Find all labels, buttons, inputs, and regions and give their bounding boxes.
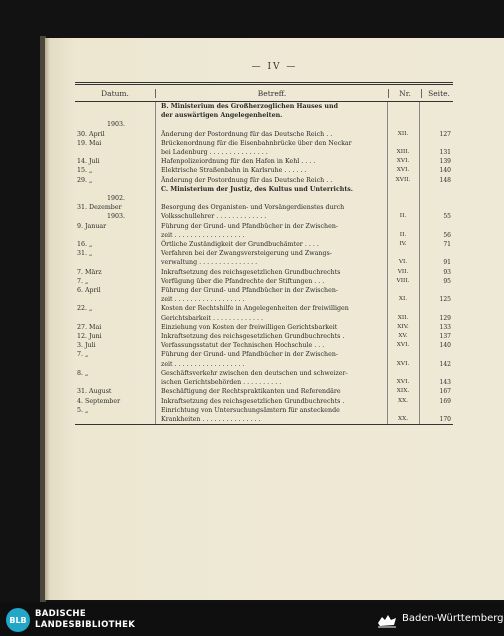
row-subject: Krankheiten . . . . . . . . . . . . . . . (161, 415, 261, 423)
row-date: 7. „ (77, 277, 89, 285)
row-subject: verwaltung . . . . . . . . . . . . . . . (161, 259, 258, 267)
register-table (75, 82, 453, 425)
row-nr: XI. (398, 296, 408, 303)
row-page: 140 (439, 342, 451, 350)
row-page (419, 139, 453, 148)
row-date: 31. August (77, 388, 112, 396)
table-row (75, 295, 453, 304)
row-page: 170 (439, 415, 451, 423)
header-date: Datum. (75, 89, 156, 98)
row-nr (387, 102, 419, 111)
row-date: 1903. (106, 213, 126, 221)
row-page (419, 249, 453, 258)
row-page: 56 (443, 231, 451, 239)
row-page (419, 185, 453, 194)
table-row (75, 387, 453, 396)
table-row (75, 406, 453, 415)
row-page (419, 102, 453, 111)
row-nr (387, 111, 419, 120)
row-page: 93 (443, 268, 451, 276)
row-subject: Einziehung von Kosten der freiwilligen Gerichtsbarkeit (161, 323, 338, 331)
row-date (75, 295, 155, 304)
row-date: 19. Mai (77, 139, 102, 147)
row-date: 1902. (106, 195, 126, 203)
row-page (419, 286, 453, 295)
row-subject: Führung der Grund- und Pfandbücher in der Zwischen- (161, 351, 339, 359)
header-nr: Nr. (389, 89, 422, 98)
row-nr (387, 369, 419, 378)
row-nr: VI. (398, 259, 408, 266)
state-name[interactable]: Baden-Württemberg (402, 613, 504, 624)
row-page: 71 (443, 241, 451, 249)
page-number: — IV — (251, 62, 298, 72)
row-nr (387, 185, 419, 194)
row-date: 5. „ (77, 406, 89, 414)
row-subject (155, 120, 387, 129)
row-subject: Führung der Grund- und Pfandbücher in der Zwischen- (161, 287, 339, 295)
row-subject: zeit . . . . . . . . . . . . . . . . . . (161, 360, 245, 368)
row-nr: II. (399, 213, 407, 220)
row-nr: XVI. (396, 342, 410, 349)
table-row (75, 231, 453, 240)
table-row (75, 350, 453, 359)
table-row (75, 323, 453, 332)
table-row (75, 166, 453, 175)
table-row (75, 397, 453, 406)
table-row (75, 176, 453, 185)
row-page (419, 194, 453, 203)
header-subject: Betreff. (156, 89, 389, 98)
row-date: 30. April (77, 130, 105, 138)
row-subject: Hafenpolizeiordnung für den Hafen in Kehl . . . . (161, 158, 316, 166)
row-page (419, 350, 453, 359)
row-subject (155, 194, 387, 203)
table-body (75, 102, 453, 424)
section-heading-row (75, 111, 453, 120)
row-nr (387, 203, 419, 212)
row-nr (387, 406, 419, 415)
table-header (75, 85, 453, 101)
row-date: 1903. (106, 121, 126, 129)
row-date: 8. „ (77, 369, 89, 377)
row-page: 125 (439, 296, 451, 304)
row-nr: XII. (397, 314, 409, 321)
row-page (419, 304, 453, 313)
row-date: 12. Juni (77, 333, 102, 341)
year-row (75, 194, 453, 203)
table-row (75, 286, 453, 295)
row-subject: Brückenordnung für die Eisenbahnbrücke über den Neckar (161, 139, 352, 147)
blb-logo-icon[interactable]: BLB (6, 608, 30, 632)
table-row (75, 240, 453, 249)
row-subject: Verfügung über die Pfandrechte der Stiftungen . . . (161, 277, 325, 285)
table-row (75, 157, 453, 166)
table-row (75, 360, 453, 369)
row-page (419, 369, 453, 378)
year-row (75, 120, 453, 129)
table-row (75, 258, 453, 267)
row-date (75, 231, 155, 240)
row-subject: zeit . . . . . . . . . . . . . . . . . . (161, 296, 245, 304)
row-page: 148 (439, 176, 451, 184)
header-page: Seite. (428, 88, 450, 98)
row-date: 31. „ (77, 250, 93, 258)
row-page: 131 (439, 149, 451, 157)
row-subject: Geschäftsverkehr zwischen den deutschen und schweizer- (161, 369, 348, 377)
row-page (419, 111, 453, 120)
row-page: 143 (439, 379, 451, 387)
row-nr: XIII. (396, 149, 410, 156)
row-subject: Führung der Grund- und Pfandbücher in der Zwischen- (161, 222, 339, 230)
row-page: 55 (443, 213, 451, 221)
row-date: 15. „ (77, 167, 93, 175)
library-name-line1: BADISCHE (35, 609, 86, 619)
row-page: 139 (439, 158, 451, 166)
row-page: 129 (439, 314, 451, 322)
row-nr: XII. (397, 130, 409, 137)
row-subject: Inkraftsetzung des reichsgesetzlichen Grundbuchrechts . (161, 397, 345, 405)
table-row (75, 378, 453, 387)
row-subject: Verfahren bei der Zwangsversteigerung und Zwangs- (161, 250, 332, 258)
row-date (75, 111, 155, 120)
row-nr (387, 304, 419, 313)
row-nr: VII. (397, 268, 409, 275)
viewer-footer (0, 602, 504, 636)
row-nr: XVI. (396, 379, 410, 386)
row-date: 29. „ (77, 176, 93, 184)
row-nr: XVI. (396, 360, 410, 367)
row-subject: Elektrische Straßenbahn in Karlsruhe . . . . . . (161, 167, 307, 175)
row-date (75, 360, 155, 369)
row-date: 9. Januar (77, 222, 107, 230)
row-page: 140 (439, 167, 451, 175)
row-subject: Beschäftigung der Rechtspraktikanten und Referendäre (161, 388, 341, 396)
table-row (75, 304, 453, 313)
table-bottom-rule (75, 424, 453, 425)
table-row (75, 139, 453, 148)
row-nr: XIX. (396, 388, 410, 395)
row-nr: II. (399, 231, 407, 238)
row-subject: C. Ministerium der Justiz, des Kultus und Unterrichts. (161, 185, 353, 193)
table-row (75, 203, 453, 212)
table-row (75, 148, 453, 157)
row-date: 22. „ (77, 305, 93, 313)
row-page (419, 222, 453, 231)
row-subject: der auswärtigen Angelegenheiten. (161, 112, 283, 120)
row-subject: Kosten der Rechtshilfe in Angelegenheiten der freiwilligen (161, 305, 349, 313)
table-row (75, 314, 453, 323)
row-page: 137 (439, 333, 451, 341)
row-date (75, 148, 155, 157)
row-date (75, 378, 155, 387)
row-page: 169 (439, 397, 451, 405)
year-row (75, 212, 453, 221)
row-page: 167 (439, 388, 451, 396)
section-heading-row (75, 102, 453, 111)
row-subject: Änderung der Postordnung für das Deutsche Reich . . (161, 130, 333, 138)
row-subject: Gerichtsbarkeit . . . . . . . . . . . . . (161, 314, 264, 322)
row-nr (387, 222, 419, 231)
row-subject: ischen Gerichtsbehörden . . . . . . . . . . (161, 379, 282, 387)
table-row (75, 222, 453, 231)
row-date: 31. Dezember (77, 204, 122, 212)
row-subject: zeit . . . . . . . . . . . . . . . . . . (161, 231, 245, 239)
table-row (75, 130, 453, 139)
column-divider (155, 102, 156, 424)
library-name[interactable] (35, 609, 135, 631)
row-nr (387, 249, 419, 258)
row-page (419, 406, 453, 415)
row-subject: Verfassungsstatut der Technischen Hochschule . . . (161, 342, 325, 350)
row-subject: Besorgung des Organisten- und Vorsängerdienstes durch (161, 204, 345, 212)
row-subject: Einrichtung von Untersuchungsämtern für ansteckende (161, 406, 340, 414)
row-date: 7. „ (77, 351, 89, 359)
row-nr: XVII. (395, 176, 411, 183)
row-date: 7. März (77, 268, 102, 276)
row-page (419, 120, 453, 129)
row-date: 3. Juli (77, 342, 96, 350)
row-date (75, 185, 155, 194)
table-row (75, 268, 453, 277)
row-nr (387, 194, 419, 203)
row-date: 14. Juli (77, 158, 100, 166)
row-nr: XX. (397, 415, 409, 422)
row-date: 16. „ (77, 241, 93, 249)
row-page: 91 (443, 259, 451, 267)
column-divider (419, 102, 420, 424)
row-date: 27. Mai (77, 323, 102, 331)
table-row (75, 277, 453, 286)
row-page: 142 (439, 360, 451, 368)
row-subject: Inkraftsetzung des reichsgesetzlichen Grundbuchrechts (161, 268, 341, 276)
state-lion-icon (376, 611, 398, 629)
row-nr: XVI. (396, 167, 410, 174)
row-nr (387, 120, 419, 129)
table-row (75, 332, 453, 341)
row-date: 4. September (77, 397, 121, 405)
row-date (75, 415, 155, 424)
row-subject: Volksschullehrer . . . . . . . . . . . . . (161, 213, 267, 221)
row-page: 95 (443, 277, 451, 285)
row-nr: XX. (397, 397, 409, 404)
row-subject: Inkraftsetzung des reichsgesetzlichen Grundbuchrechts . (161, 333, 345, 341)
table-row (75, 341, 453, 350)
row-nr (387, 350, 419, 359)
table-row (75, 249, 453, 258)
row-date: 6. April (77, 287, 101, 295)
row-date (75, 314, 155, 323)
row-subject: bei Ladenburg . . . . . . . . . . . . . . . (161, 149, 268, 157)
column-divider (387, 102, 388, 424)
row-page: 133 (439, 323, 451, 331)
row-nr (387, 139, 419, 148)
row-nr: VIII. (396, 277, 410, 284)
row-subject: Örtliche Zuständigkeit der Grundbuchämter . . . . (161, 241, 319, 249)
row-date (75, 258, 155, 267)
row-subject: B. Ministerium des Großherzoglichen Hauses und (161, 103, 338, 110)
library-name-line2: LANDESBIBLIOTHEK (35, 620, 136, 630)
row-nr: XVI. (396, 158, 410, 165)
row-date (75, 102, 155, 111)
section-heading-row (75, 185, 453, 194)
row-nr: IV. (399, 241, 407, 248)
row-page: 127 (439, 130, 451, 138)
row-subject: Änderung der Postordnung für das Deutsche Reich . . (161, 176, 333, 184)
table-row (75, 415, 453, 424)
row-nr (387, 286, 419, 295)
row-nr: XIV. (397, 323, 409, 330)
row-page (419, 203, 453, 212)
row-nr: XV. (398, 333, 408, 340)
table-row (75, 369, 453, 378)
